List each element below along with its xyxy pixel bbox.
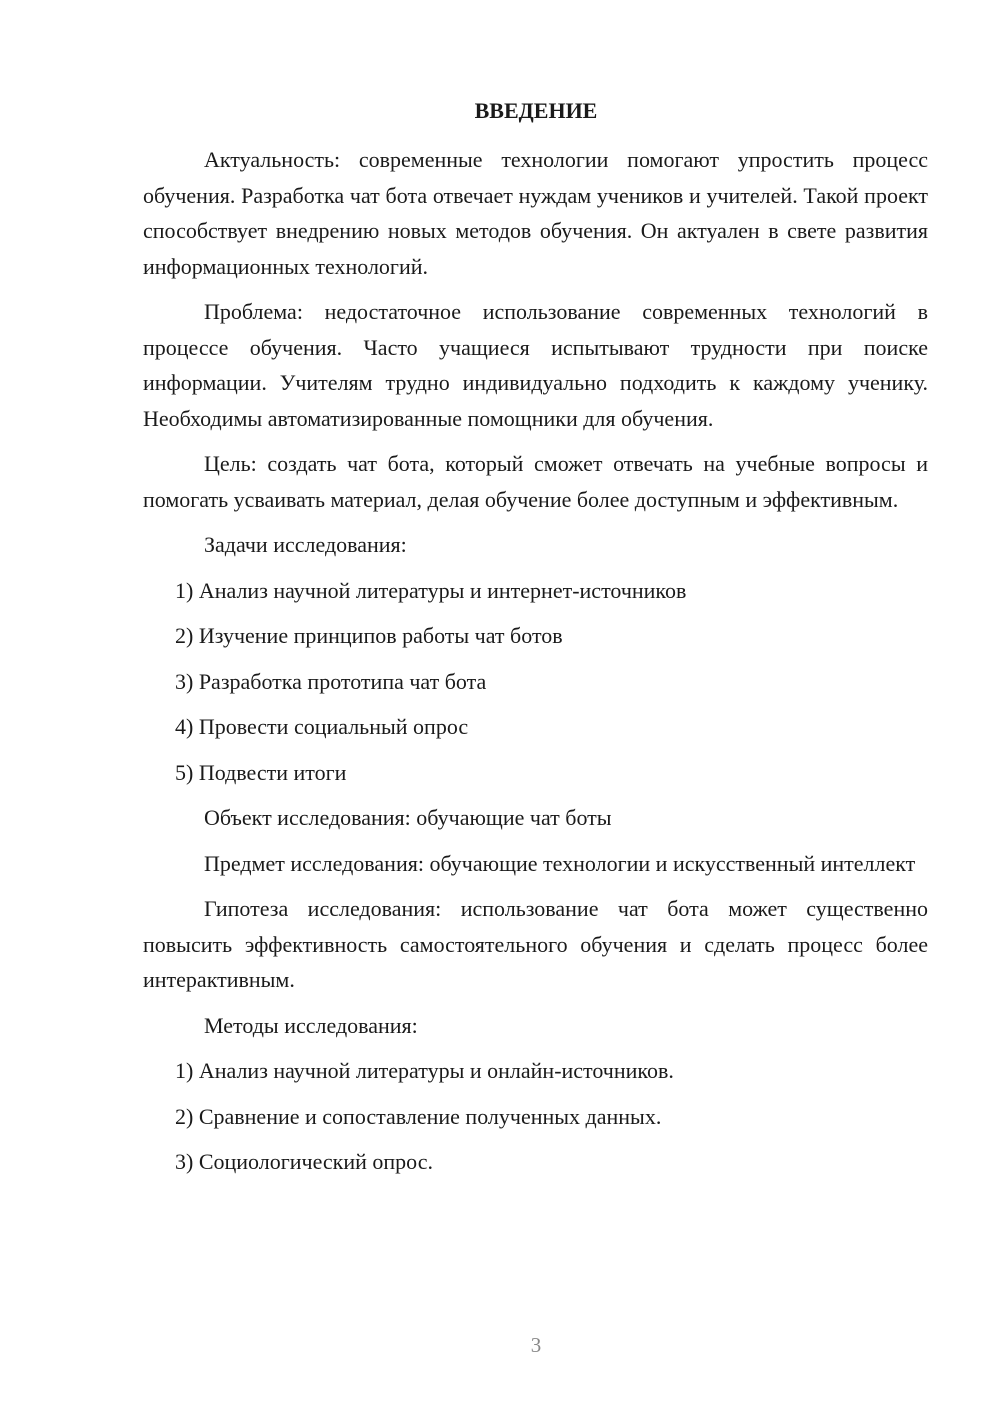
tasks-title: Задачи исследования: xyxy=(204,532,407,557)
method-item: 3) Социологический опрос. xyxy=(175,1149,433,1174)
object-paragraph: Объект исследования: обучающие чат боты xyxy=(204,805,612,830)
problem-paragraph: Проблема: недостаточное использование современных технологий в процессе обучения. Часто учащиеся испытывают трудности при поиске информации. Учителям трудно индивидуально подходить к каждому ученику. Необходимы автоматизированные помощники для обучения. xyxy=(143,299,928,431)
method-item: 1) Анализ научной литературы и онлайн-источников. xyxy=(175,1058,674,1083)
goal-paragraph: Цель: создать чат бота, который сможет отвечать на учебные вопросы и помогать усваивать материал, делая обучение более доступным и эффективным. xyxy=(143,451,928,512)
subject-paragraph: Предмет исследования: обучающие технологии и искусственный интеллект xyxy=(204,850,916,876)
page-heading: ВВЕДЕНИЕ xyxy=(474,98,598,123)
method-item: 2) Сравнение и сопоставление полученных данных. xyxy=(175,1103,662,1129)
task-item: 4) Провести социальный опрос xyxy=(175,714,469,739)
task-item: 3) Разработка прототипа чат бота xyxy=(175,668,487,694)
methods-title: Методы исследования: xyxy=(204,1012,418,1038)
document-body xyxy=(143,142,928,1190)
page-number: 3 xyxy=(530,1333,542,1357)
relevance-paragraph: Актуальность: современные технологии помогают упростить процесс обучения. Разработка чат бота отвечает нуждам учеников и учителей. Такой проект способствует внедрению новых методов обучения. Он актуален в свете развития информационных технологий. xyxy=(143,147,928,279)
task-item: 5) Подвести итоги xyxy=(175,759,347,785)
hypothesis-paragraph: Гипотеза исследования: использование чат бота может существенно повысить эффективность самостоятельного обучения и сделать процесс более интерактивным. xyxy=(143,896,928,992)
task-item: 2) Изучение принципов работы чат ботов xyxy=(175,623,563,648)
task-item: 1) Анализ научной литературы и интернет-источников xyxy=(175,577,687,603)
